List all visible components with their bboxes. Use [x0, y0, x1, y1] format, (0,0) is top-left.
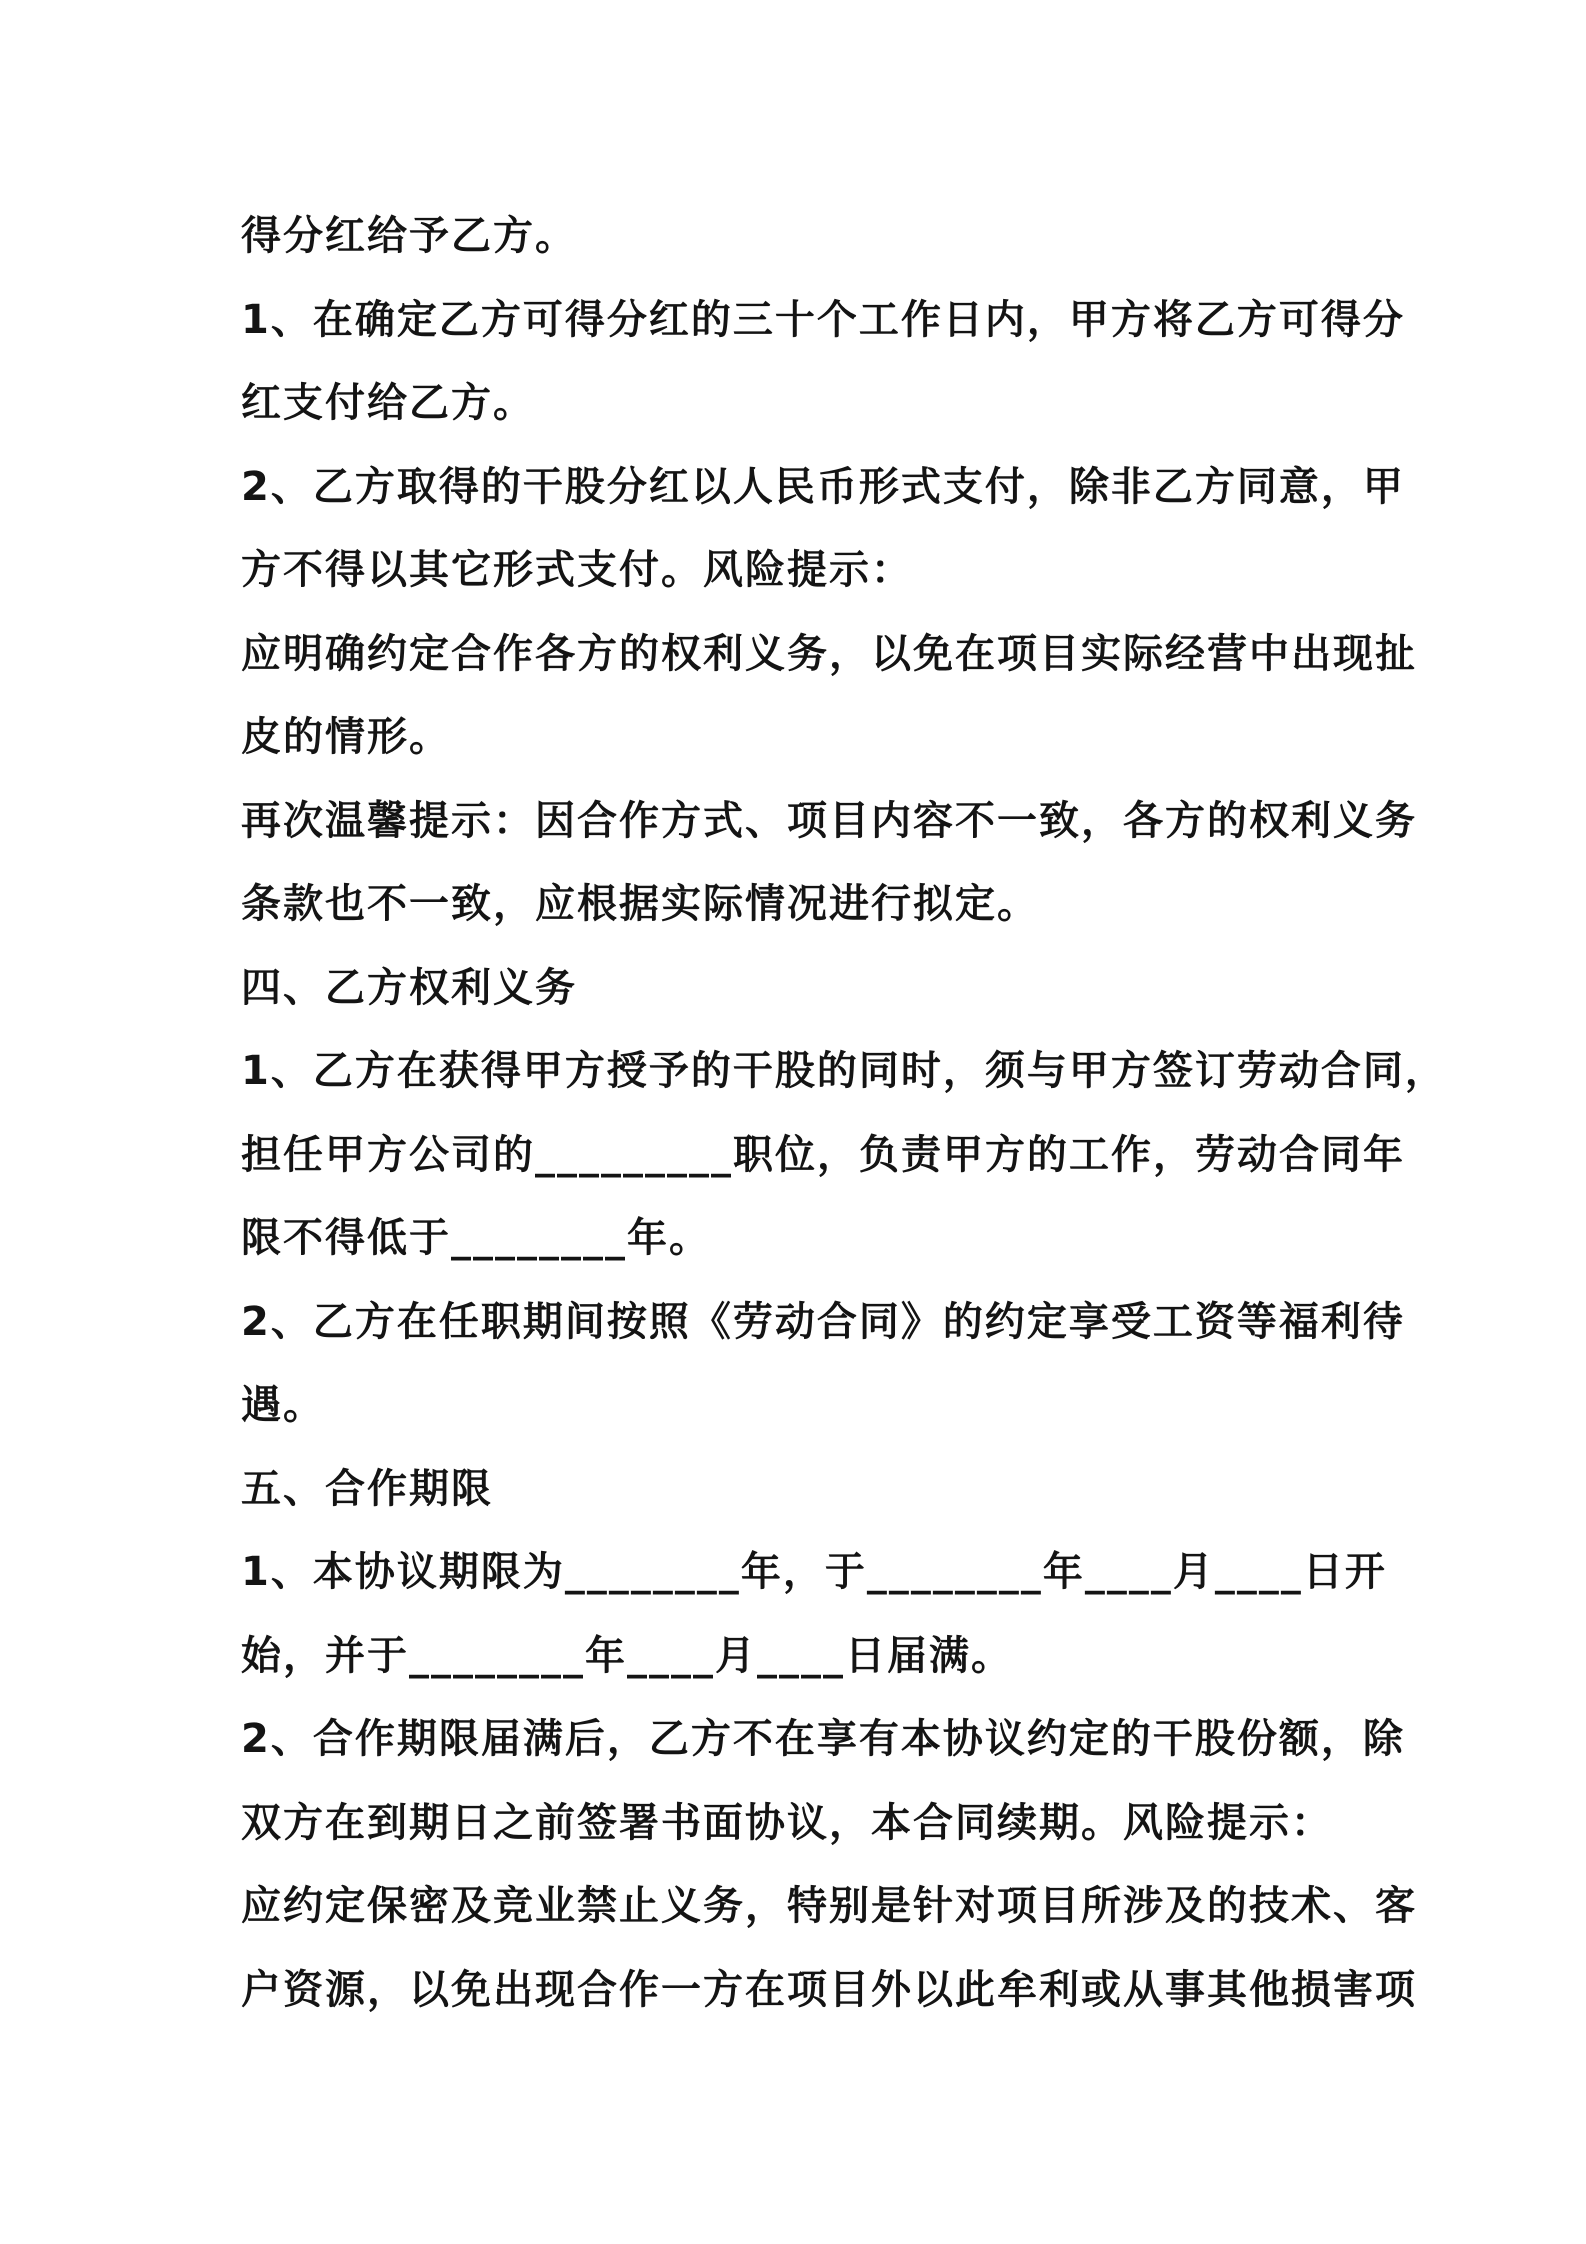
text-line: 遇。: [241, 1382, 325, 1428]
text-line: 方不得以其它形式支付。风险提示：: [241, 547, 913, 593]
text-line: 应明确约定合作各方的权利义务，以免在项目实际经营中出现扯: [241, 630, 1417, 677]
text-line: 红支付给乙方。: [241, 380, 535, 426]
document-body: [241, 195, 1447, 2032]
text-line: 再次温馨提示：因合作方式、项目内容不一致，各方的权利义务: [241, 797, 1417, 844]
text-line: 始，并于________年____月____日届满。: [241, 1632, 1013, 1679]
text-line: 条款也不一致，应根据实际情况进行拟定。: [241, 881, 1039, 927]
text-line: 1、在确定乙方可得分红的三十个工作日内，甲方将乙方可得分: [241, 296, 1405, 343]
text-line: 1、乙方在获得甲方授予的干股的同时，须与甲方签订劳动合同，: [241, 1048, 1447, 1094]
text-line: 皮的情形。: [241, 714, 451, 760]
text-line: 2、乙方在任职期间按照《劳动合同》的约定享受工资等福利待: [241, 1298, 1405, 1345]
text-line: 1、本协议期限为________年，于________年____月____日开: [241, 1549, 1387, 1595]
text-line: 应约定保密及竞业禁止义务，特别是针对项目所涉及的技术、客: [241, 1883, 1417, 1929]
text-line: 担任甲方公司的_________职位，负责甲方的工作，劳动合同年: [241, 1131, 1405, 1178]
text-line: 双方在到期日之前签署书面协议，本合同续期。风险提示：: [241, 1799, 1333, 1846]
text-line: 得分红给予乙方。: [241, 213, 577, 259]
section-heading: 五、合作期限: [241, 1465, 493, 1512]
text-line: 户资源，以免出现合作一方在项目外以此牟利或从事其他损害项: [241, 1966, 1417, 2013]
section-heading: 四、乙方权利义务: [241, 964, 577, 1011]
text-line: 限不得低于________年。: [241, 1215, 711, 1261]
text-line: 2、乙方取得的干股分红以人民币形式支付，除非乙方同意，甲: [241, 463, 1405, 510]
text-line: 2、合作期限届满后，乙方不在享有本协议约定的干股份额，除: [241, 1716, 1405, 1762]
